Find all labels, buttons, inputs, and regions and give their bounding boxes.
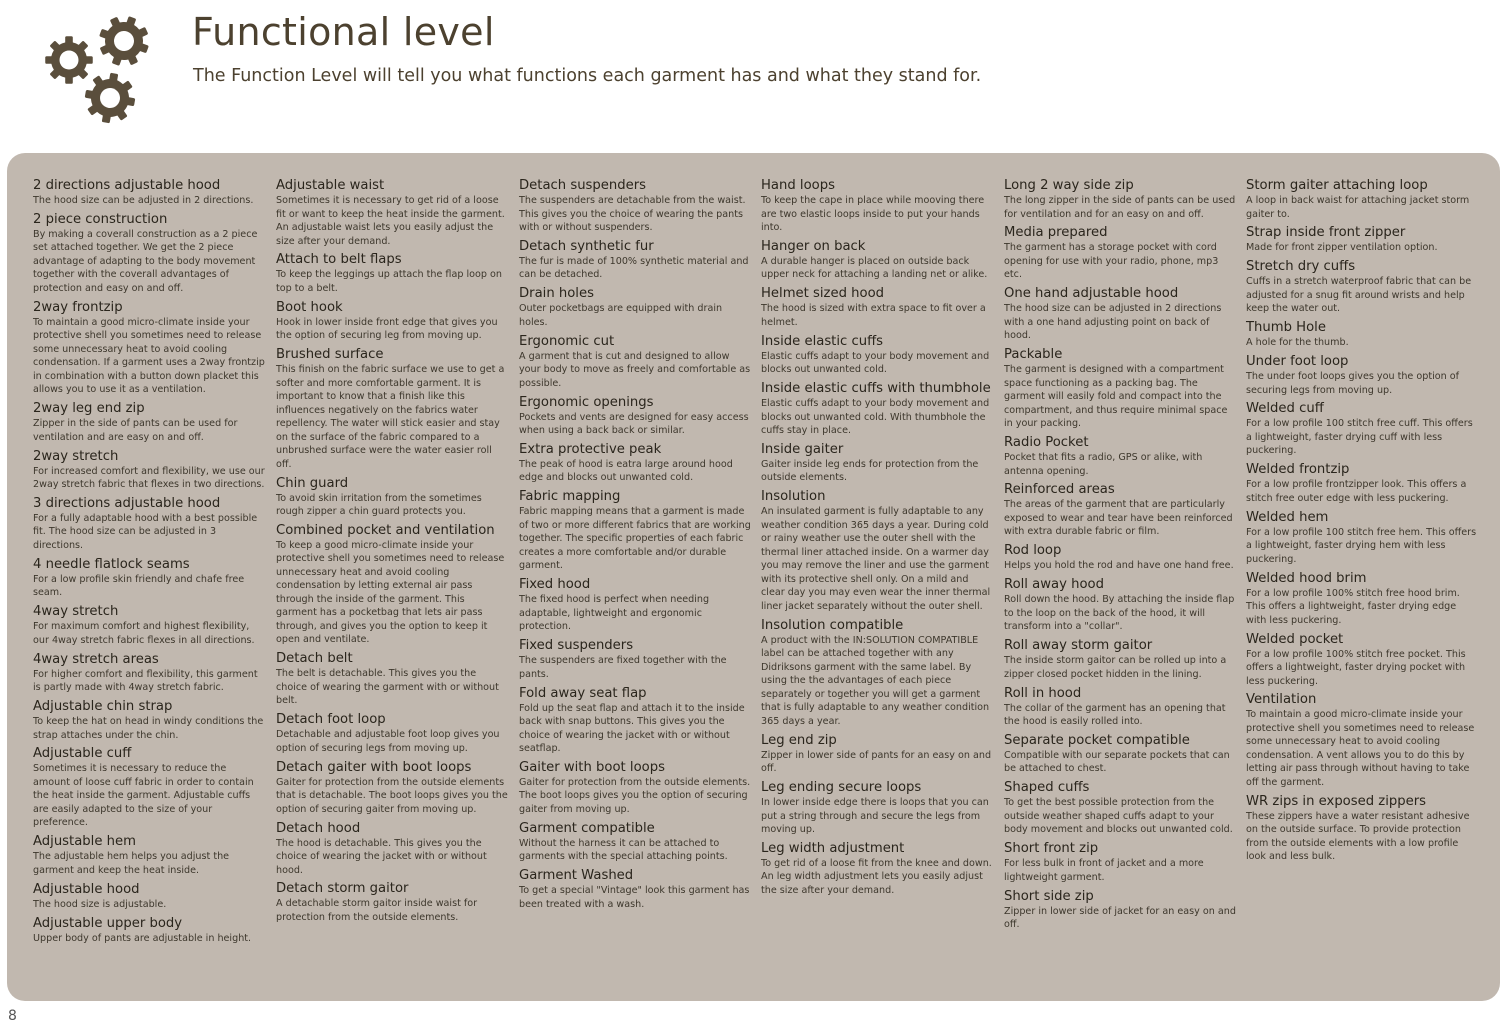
function-description: For a fully adaptable hood with a best possible fit. The hood size can be adjusted in 3 directions. — [33, 512, 258, 551]
function-title: 2way stretch — [33, 448, 119, 464]
function-title: WR zips in exposed zippers — [1246, 793, 1427, 809]
function-entry — [33, 449, 265, 492]
function-entry — [33, 916, 265, 946]
function-description: For a low profile 100% stitch free hood brim. This offers a lightweight, faster drying edge with less puckering. — [1246, 587, 1460, 626]
function-entry — [761, 334, 993, 377]
function-entry — [33, 401, 265, 444]
function-description: To get a special "Vintage" look this garment has been treated with a wash. — [519, 885, 750, 910]
function-entry — [761, 841, 993, 898]
function-title: Ergonomic cut — [519, 333, 615, 349]
function-title: Adjustable waist — [276, 178, 385, 193]
function-description: By making a coverall construction as a 2 piece set attached together. We get the 2 piece advantage of adapting to the body movement together with the coverall advantages of protection and easy on and off. — [33, 228, 258, 294]
function-description: Cuffs in a stretch waterproof fabric that can be adjusted for a snug fit around wrists and help keep the water out. — [1246, 276, 1472, 315]
function-entry — [1004, 178, 1236, 221]
function-entry — [761, 618, 993, 729]
function-title: Long 2 way side zip — [1004, 178, 1134, 193]
function-entry — [276, 712, 508, 755]
function-description: Pockets and vents are designed for easy access when using a back back or similar. — [519, 411, 749, 437]
function-description: The belt is detachable. This gives you the choice of wearing the garment with or without belt. — [276, 668, 499, 707]
function-description: Pocket that fits a radio, GPS or alike, with antenna opening. — [1004, 452, 1203, 477]
function-title: Combined pocket and ventilation — [276, 522, 495, 538]
function-entry — [276, 651, 508, 708]
function-entry — [1246, 178, 1478, 221]
function-title: Welded frontzip — [1246, 462, 1350, 478]
function-title: Fabric mapping — [519, 489, 621, 505]
function-title: 3 directions adjustable hood — [33, 495, 221, 511]
function-title: Detach hood — [276, 820, 361, 836]
function-description: To avoid skin irritation from the sometimes rough zipper a chin guard protects you. — [276, 492, 482, 518]
function-title: Leg end zip — [761, 732, 837, 748]
function-title: Rod loop — [1004, 543, 1062, 559]
function-title: Inside elastic cuffs — [761, 333, 884, 349]
function-entry — [761, 442, 993, 485]
column-1 — [33, 178, 265, 949]
page-subtitle: The Function Level will tell you what functions each garment has and what they stand for. — [193, 66, 982, 86]
function-description: To keep a good micro-climate inside your protective shell you sometimes need to release unnecessary heat and avoid cooling condensation by letting external air pass through the inside of the garment. This garment has a pocketbag that lets air pass through, and gives you the option to keep it open and ventilate. — [276, 539, 505, 646]
function-description: The long zipper in the side of pants can be used for ventilation and for an easy on and off. — [1004, 195, 1236, 220]
function-title: Strap inside front zipper — [1246, 225, 1406, 241]
function-entry — [1246, 571, 1478, 628]
function-description: For less bulk in front of jacket and a more lightweight garment. — [1004, 858, 1204, 883]
function-entry — [1246, 794, 1478, 864]
function-description: The adjustable hem helps you adjust the garment and keep the heat inside. — [33, 851, 230, 876]
function-title: Adjustable chin strap — [33, 699, 173, 715]
function-entry — [761, 780, 993, 837]
function-description: To keep the leggings up attach the flap loop on top to a belt. — [276, 269, 502, 294]
function-description: For a low profile 100 stitch free hem. This offers a lightweight, faster drying hem with less puckering. — [1246, 526, 1477, 565]
function-entry — [1004, 286, 1236, 343]
function-entry — [1246, 401, 1478, 458]
function-title: Brushed surface — [276, 347, 384, 363]
function-title: 4way stretch areas — [33, 651, 159, 667]
function-description: For higher comfort and flexibility, this garment is partly made with 4way stretch fabric. — [33, 668, 258, 694]
function-title: Leg ending secure loops — [761, 780, 922, 796]
function-title: Shaped cuffs — [1004, 780, 1090, 796]
function-title: Leg width adjustment — [761, 840, 905, 856]
function-entry — [519, 334, 751, 391]
function-description: Elastic cuffs adapt to your body movement and blocks out unwanted cold. — [761, 350, 990, 376]
function-title: Hand loops — [761, 178, 835, 193]
function-description: The fixed hood is perfect when needing adaptable, lightweight and ergonomic protection. — [519, 594, 710, 633]
function-title: Gaiter with boot loops — [519, 759, 665, 775]
function-entry — [33, 746, 265, 830]
function-title: Garment compatible — [519, 820, 655, 836]
column-4 — [761, 178, 993, 902]
function-entry — [33, 496, 265, 553]
function-title: Roll in hood — [1004, 685, 1082, 701]
function-title: Detach belt — [276, 651, 353, 667]
function-description: The hood size can be adjusted in 2 directions with a one hand adjusting point on back of hood. — [1004, 303, 1222, 342]
function-entry — [761, 489, 993, 613]
function-description: Made for front zipper ventilation option. — [1246, 242, 1438, 254]
column-2 — [276, 178, 508, 929]
function-title: Insolution compatible — [761, 617, 904, 633]
function-title: Attach to belt flaps — [276, 252, 402, 268]
function-entry — [33, 178, 265, 208]
function-description: Roll down the hood. By attaching the inside flap to the loop on the back of the hood, it will transform into a "collar". — [1004, 594, 1235, 633]
function-entry — [519, 286, 751, 329]
function-title: Inside elastic cuffs with thumbhole — [761, 381, 991, 397]
function-description: The fur is made of 100% synthetic material and can be detached. — [519, 255, 749, 281]
function-title: Detach gaiter with boot loops — [276, 759, 472, 775]
function-entry — [276, 476, 508, 519]
function-entry — [761, 733, 993, 776]
function-title: Roll away hood — [1004, 577, 1104, 593]
function-title: Drain holes — [519, 286, 594, 302]
function-description: A loop in back waist for attaching jacket storm gaiter to. — [1246, 195, 1470, 220]
function-description: Fabric mapping means that a garment is made of two or more different fabrics that are working together. The specific properties of each fabric creates a more comfortable and/or durable garment. — [519, 506, 751, 572]
function-entry — [1246, 510, 1478, 567]
function-title: Short side zip — [1004, 888, 1094, 904]
function-entry — [519, 760, 751, 817]
function-entry — [1004, 543, 1236, 573]
function-title: Detach suspenders — [519, 178, 647, 193]
function-entry — [519, 178, 751, 235]
function-description: An insulated garment is fully adaptable to any weather condition 365 days a year. During cold or rainy weather use the outer shell with the thermal liner attached inside. On a warmer day you may remove the liner and use the garment with its protective shell only. On a mild and clear day you may even wear the inner thermal liner jacket separately without the outer shell. — [761, 506, 991, 612]
function-title: Welded hood brim — [1246, 570, 1367, 586]
gears-icon — [40, 12, 158, 130]
function-title: Under foot loop — [1246, 354, 1349, 370]
function-entry — [519, 686, 751, 756]
function-entry — [1004, 435, 1236, 478]
function-title: Garment Washed — [519, 868, 634, 884]
function-description: The garment has a storage pocket with cord opening for use with your radio, phone, mp3 etc. — [1004, 242, 1219, 281]
function-title: 2way leg end zip — [33, 401, 145, 417]
function-title: Ergonomic openings — [519, 394, 654, 410]
function-description: Fold up the seat flap and attach it to the inside back with snap buttons. This gives you the choice of wearing the jacket with or without seatflap. — [519, 702, 745, 755]
function-description: Upper body of pants are adjustable in height. — [33, 932, 252, 944]
function-title: Fixed suspenders — [519, 638, 634, 654]
function-title: Stretch dry cuffs — [1246, 259, 1356, 275]
function-description: Elastic cuffs adapt to your body movement and blocks out unwanted cold. With thumbhole the cuffs stay in place. — [761, 398, 990, 437]
function-title: Hanger on back — [761, 238, 866, 254]
function-description: Zipper in lower side of jacket for an easy on and off. — [1004, 905, 1236, 931]
function-title: 2way frontzip — [33, 299, 123, 315]
function-entry — [33, 834, 265, 877]
function-title: Radio Pocket — [1004, 435, 1089, 451]
function-entry — [519, 442, 751, 485]
function-entry — [276, 523, 508, 647]
function-entry — [33, 882, 265, 912]
function-description: The inside storm gaitor can be rolled up into a zipper closed pocket hidden in the lining. — [1004, 655, 1227, 680]
function-description: This finish on the fabric surface we use to get a softer and more comfortable garment. It is important to know that a finish like this influences negatively on the fabrics water repellency. The water will stick easier and stay on the surface of the fabric compared to a unbrushed surface were the water easier roll off. — [276, 364, 505, 470]
function-description: For a low profile 100 stitch free cuff. This offers a lightweight, faster drying cuff with less puckering. — [1246, 418, 1473, 457]
function-title: Extra protective peak — [519, 441, 662, 457]
function-description: The hood size is adjustable. — [33, 898, 167, 910]
function-entry — [276, 252, 508, 295]
function-entry — [519, 868, 751, 911]
function-description: To maintain a good micro-climate inside your protective shell you sometimes need to release some unnecessary heat to avoid cooling condensation. A vent allows you to do this by letting air pass through without having to take off the garment. — [1246, 709, 1475, 788]
column-6 — [1246, 178, 1478, 868]
function-title: Welded hem — [1246, 509, 1329, 525]
function-entry — [1004, 347, 1236, 431]
function-entry — [761, 178, 993, 235]
function-entry — [519, 821, 751, 864]
function-description: The suspenders are fixed together with the pants. — [519, 655, 727, 680]
function-title: 2 directions adjustable hood — [33, 178, 221, 193]
function-title: Short front zip — [1004, 841, 1099, 857]
function-entry — [33, 300, 265, 397]
function-description: To get the best possible protection from the outside weather shaped cuffs adapt to your body movement and blocks out unwanted cold. — [1004, 797, 1233, 836]
function-description: A garment that is cut and designed to allow your body to move as freely and comfortable as possible. — [519, 350, 751, 389]
function-entry — [33, 212, 265, 296]
function-description: Detachable and adjustable foot loop gives you option of securing legs from moving up. — [276, 729, 500, 754]
function-entry — [1004, 733, 1236, 776]
function-description: A hole for the thumb. — [1246, 337, 1349, 349]
function-entry — [1004, 686, 1236, 729]
function-description: Gaiter for protection from the outside elements. The boot loops gives you the option of securing gaiter from moving up. — [519, 776, 751, 815]
function-description: Without the harness it can be attached to garments with the special attaching points. — [519, 837, 728, 863]
function-description: The garment is designed with a compartment space functioning as a packing bag. The garment will easily fold and compact into the compartment, and thus require minimal space in your packing. — [1004, 364, 1228, 430]
function-entry — [761, 239, 993, 282]
function-entry — [1246, 259, 1478, 316]
function-entry — [1246, 632, 1478, 689]
function-entry — [1246, 225, 1478, 255]
function-description: Gaiter for protection from the outside elements that is detachable. The boot loops gives you the option of securing gaiter from moving up. — [276, 776, 508, 815]
function-entry — [1004, 577, 1236, 634]
function-entry — [761, 286, 993, 329]
function-title: Media prepared — [1004, 225, 1108, 241]
function-description: Sometimes it is necessary to get rid of a loose fit or want to keep the heat inside the garment. An adjustable waist lets you easily adjust the size after your demand. — [276, 195, 505, 247]
function-entry — [276, 178, 508, 248]
column-5 — [1004, 178, 1236, 936]
function-description: The collar of the garment has an opening that the hood is easily rolled into. — [1004, 702, 1226, 728]
function-entry — [519, 395, 751, 438]
function-entry — [276, 881, 508, 924]
page-title: Functional level — [192, 10, 495, 54]
function-entry — [276, 760, 508, 817]
function-title: Fixed hood — [519, 577, 591, 593]
function-description: For a low profile 100% stitch free pocket. This offers a lightweight, faster drying pocket with less puckering. — [1246, 648, 1466, 687]
function-title: Ventilation — [1246, 692, 1317, 708]
function-title: Helmet sized hood — [761, 286, 885, 302]
function-entry — [761, 381, 993, 438]
function-entry — [1004, 225, 1236, 282]
function-title: Adjustable upper body — [33, 915, 183, 931]
function-title: Reinforced areas — [1004, 482, 1115, 498]
function-title: Inside gaiter — [761, 441, 844, 457]
function-description: To keep the hat on head in windy conditions the strap attaches under the chin. — [33, 716, 264, 741]
function-title: Packable — [1004, 347, 1063, 363]
function-description: The hood is detachable. This gives you the choice of wearing the jacket with or without hood. — [276, 837, 487, 876]
function-description: For increased comfort and flexibility, we use our 2way stretch fabric that flexes in two directions. — [33, 465, 265, 491]
function-description: To maintain a good micro-climate inside your protective shell you sometimes need to release some unnecessary heat to avoid cooling condensation. If a garment uses a 2way frontzip in combination with a button down placket this allows you to use it as a ventilation. — [33, 316, 265, 396]
function-title: One hand adjustable hood — [1004, 286, 1179, 302]
function-entry — [33, 699, 265, 742]
function-entry — [1246, 354, 1478, 397]
function-title: Detach storm gaitor — [276, 881, 409, 897]
function-title: Chin guard — [276, 475, 349, 491]
function-title: Fold away seat flap — [519, 685, 647, 701]
function-entry — [1004, 841, 1236, 884]
function-entry — [519, 489, 751, 573]
function-title: Thumb Hole — [1246, 320, 1326, 336]
function-entry — [519, 577, 751, 634]
function-entry — [1004, 889, 1236, 932]
function-description: A detachable storm gaitor inside waist for protection from the outside elements. — [276, 898, 478, 923]
function-description: The hood is sized with extra space to fit over a helmet. — [761, 303, 986, 328]
function-description: To keep the cape in place while mooving there are two elastic loops inside to put your hands into. — [761, 195, 985, 233]
function-title: 2 piece construction — [33, 211, 168, 227]
function-description: A durable hanger is placed on outside back upper neck for attaching a landing net or alike. — [761, 255, 988, 281]
function-title: Separate pocket compatible — [1004, 732, 1190, 748]
function-entry — [1004, 780, 1236, 837]
function-entry — [1004, 638, 1236, 681]
function-entry — [519, 239, 751, 282]
function-description: Zipper in lower side of pants for an easy on and off. — [761, 749, 992, 775]
functions-panel — [7, 153, 1500, 1001]
function-title: 4 needle flatlock seams — [33, 556, 190, 572]
function-description: These zippers have a water resistant adhesive on the outside surface. To provide protection from the outside elements with a low profile look and less bulk. — [1246, 810, 1470, 863]
function-entry — [276, 300, 508, 343]
function-title: Insolution — [761, 489, 826, 505]
function-title: Adjustable hem — [33, 834, 136, 850]
column-3 — [519, 178, 751, 916]
function-description: Hook in lower inside front edge that gives you the option of securing leg from moving up. — [276, 316, 498, 342]
function-description: In lower inside edge there is loops that you can put a string through and secure the legs from moving up. — [761, 797, 989, 836]
function-title: Roll away storm gaitor — [1004, 638, 1153, 654]
function-description: Compatible with our separate pockets that can be attached to chest. — [1004, 749, 1230, 775]
function-description: The hood size can be adjusted in 2 directions. — [33, 195, 254, 206]
function-title: Detach synthetic fur — [519, 238, 654, 254]
function-entry — [276, 821, 508, 878]
function-description: Helps you hold the rod and have one hand free. — [1004, 560, 1234, 572]
function-entry — [1004, 482, 1236, 539]
function-description: Zipper in the side of pants can be used for ventilation and are easy on and off. — [33, 418, 238, 443]
function-entry — [33, 557, 265, 600]
page-number: 8 — [8, 1008, 17, 1024]
function-entry — [1246, 462, 1478, 505]
function-description: For a low profile skin friendly and chafe free seam. — [33, 573, 245, 599]
function-entry — [1246, 692, 1478, 789]
function-title: Welded pocket — [1246, 631, 1344, 647]
function-description: For a low profile frontzipper look. This offers a stitch free outer edge with less puckering. — [1246, 479, 1467, 504]
function-title: 4way stretch — [33, 604, 119, 620]
function-description: Outer pocketbags are equipped with drain holes. — [519, 303, 723, 328]
function-title: Welded cuff — [1246, 401, 1324, 417]
function-description: The peak of hood is eatra large around hood edge and blocks out unwanted cold. — [519, 458, 733, 484]
function-entry — [519, 638, 751, 681]
function-title: Adjustable cuff — [33, 746, 132, 762]
function-entry — [33, 652, 265, 695]
function-description: The under foot loops gives you the option of securing legs from moving up. — [1246, 371, 1459, 396]
function-description: The areas of the garment that are particularly exposed to wear and tear have been reinforced with extra durable fabric or film. — [1004, 499, 1233, 538]
function-description: For maximum comfort and highest flexibility, our 4way stretch fabric flexes in all directions. — [33, 621, 255, 646]
function-title: Detach foot loop — [276, 712, 386, 728]
function-description: To get rid of a loose fit from the knee and down. An leg width adjustment lets you easily adjust the size after your demand. — [761, 857, 992, 896]
function-title: Adjustable hood — [33, 881, 140, 897]
function-entry — [1246, 320, 1478, 350]
function-entry — [33, 604, 265, 647]
function-title: Boot hook — [276, 299, 343, 315]
function-description: The suspenders are detachable from the waist. This gives you the choice of wearing the pants with or without suspenders. — [519, 195, 746, 233]
function-description: A product with the IN:SOLUTION COMPATIBLE label can be attached together with any Didriksons garment with the same label. By using the the advantages of each piece separately or together you will get a garment that is fully adaptable to any weather condition 365 days a year. — [761, 634, 990, 727]
function-description: Sometimes it is necessary to reduce the amount of loose cuff fabric in order to contain the heat inside the garment. Adjustable cuffs are easily adapted to the size of your preference. — [33, 763, 254, 829]
function-entry — [276, 347, 508, 471]
function-title: Storm gaiter attaching loop — [1246, 178, 1428, 193]
function-description: Gaiter inside leg ends for protection from the outside elements. — [761, 458, 979, 484]
